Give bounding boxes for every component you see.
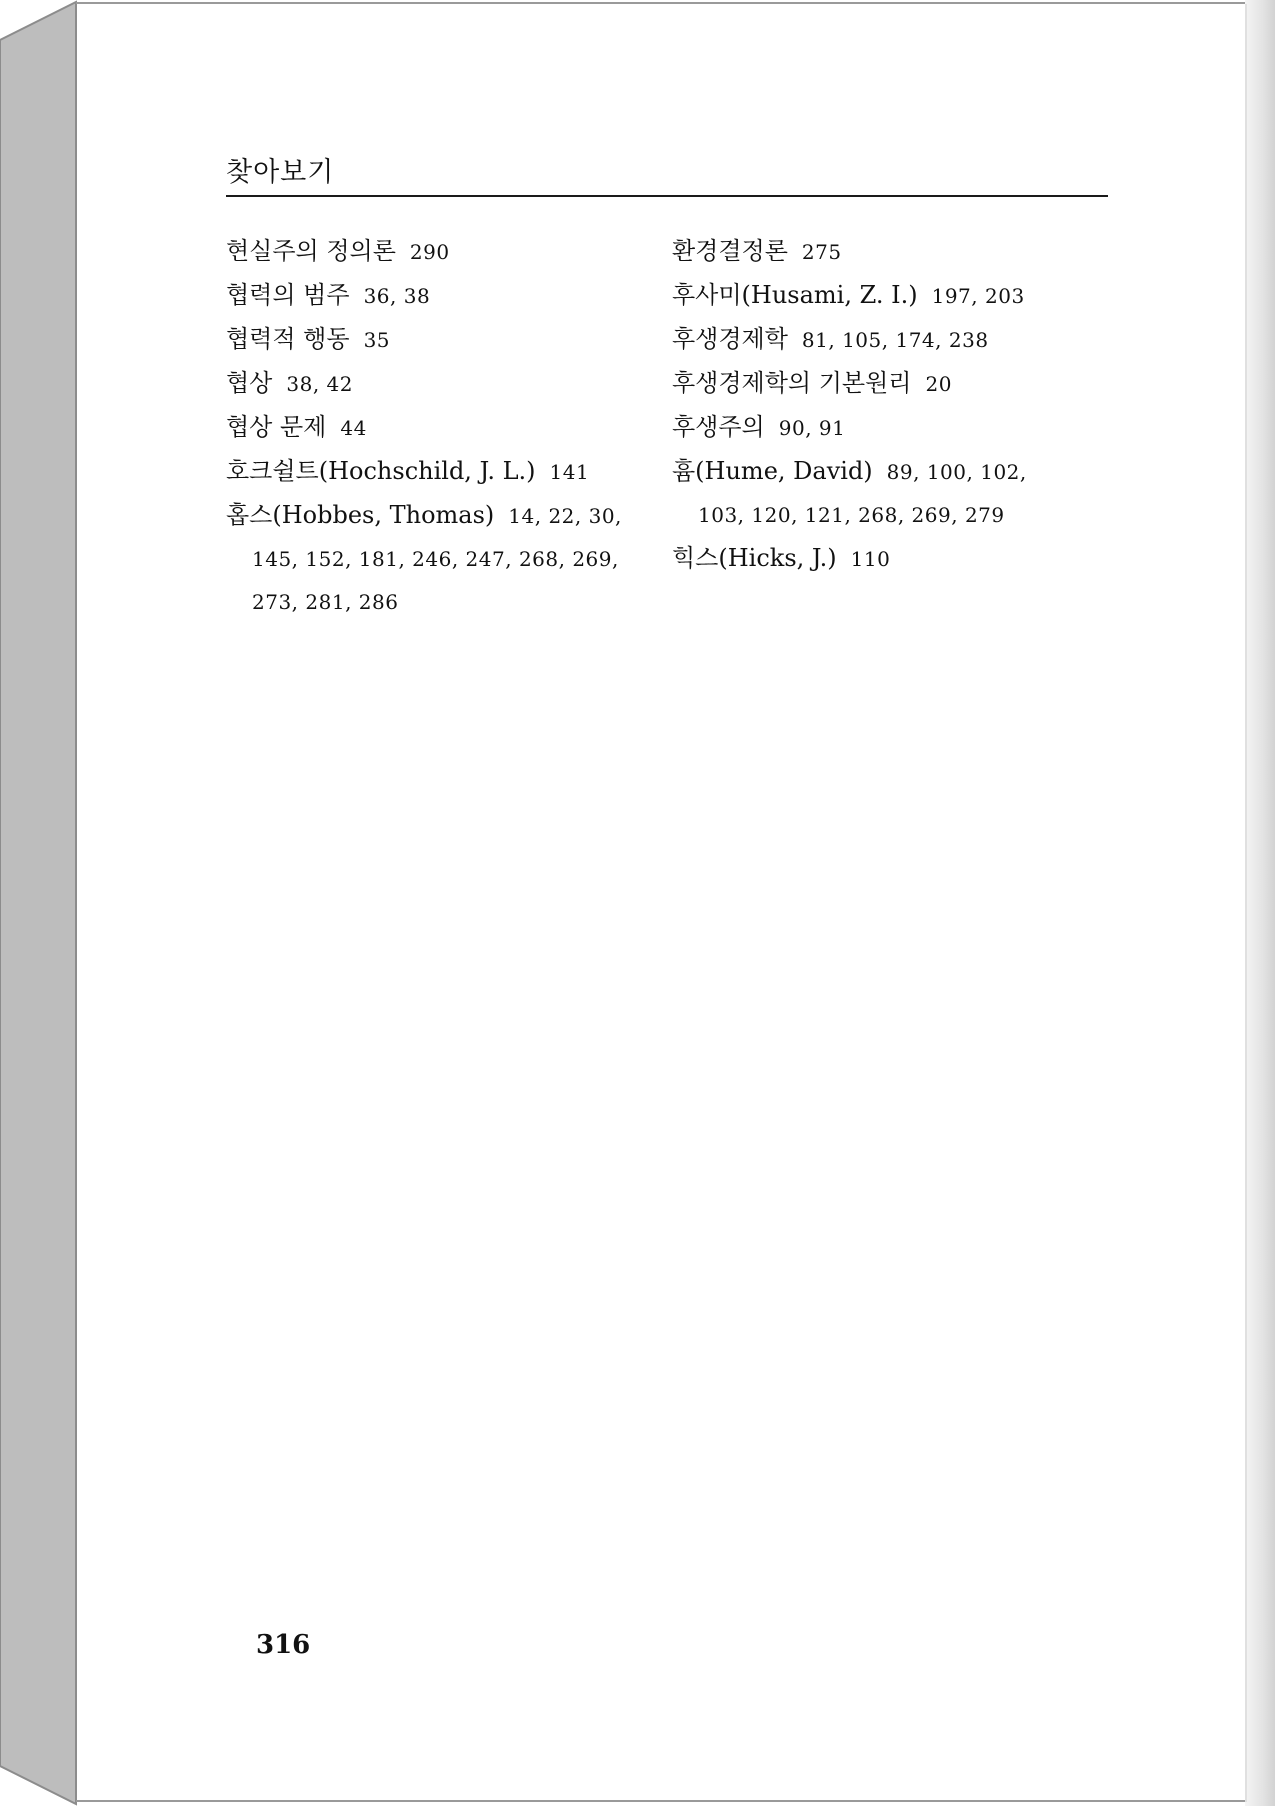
index-pages: 36, 38 (363, 284, 431, 308)
index-pages-continued: 145, 152, 181, 246, 247, 268, 269, (252, 547, 619, 571)
page-edge-line (1245, 4, 1247, 1802)
title-rule (226, 195, 1108, 197)
index-pages: 275 (801, 240, 842, 264)
index-entry (672, 230, 1112, 274)
index-pages: 81, 105, 174, 238 (801, 328, 989, 352)
index-term: 협상 문제 (226, 413, 327, 441)
index-term: 후생경제학의 기본원리 (672, 369, 912, 397)
index-pages-continued: 273, 281, 286 (252, 590, 399, 614)
index-pages: 35 (363, 328, 391, 352)
index-entry (672, 362, 1112, 406)
page-title: 찾아보기 (226, 157, 335, 188)
index-term: 협력의 범주 (226, 281, 350, 309)
index-term: 협상 (226, 369, 273, 397)
index-entry (672, 537, 1112, 581)
index-pages: 141 (549, 460, 590, 484)
index-term: 후생주의 (672, 413, 765, 441)
index-term: 흄(Hume, David) (672, 457, 873, 485)
index-entry (226, 230, 666, 274)
index-term: 호크쉴트(Hochschild, J. L.) (226, 457, 536, 485)
index-term: 협력적 행동 (226, 325, 350, 353)
index-column-left (226, 230, 666, 624)
index-pages: 110 (850, 547, 891, 571)
index-term: 후생경제학 (672, 325, 788, 353)
index-column-right (672, 230, 1112, 581)
index-term: 후사미(Husami, Z. I.) (672, 281, 918, 309)
index-pages: 290 (409, 240, 450, 264)
index-pages: 197, 203 (931, 284, 1025, 308)
index-pages: 89, 100, 102, (886, 460, 1027, 484)
index-entry (672, 406, 1112, 450)
index-term: 환경결정론 (672, 237, 788, 265)
page-edge (1245, 0, 1275, 1806)
index-entry (226, 406, 666, 450)
page-number: 316 (256, 1630, 311, 1660)
index-entry (672, 318, 1112, 362)
index-entry (226, 494, 666, 538)
index-term: 현실주의 정의론 (226, 237, 396, 265)
index-pages-continued: 103, 120, 121, 268, 269, 279 (698, 503, 1005, 527)
index-pages: 90, 91 (778, 416, 846, 440)
index-pages: 38, 42 (286, 372, 353, 396)
index-entry (226, 362, 666, 406)
index-entry (672, 450, 1112, 494)
index-pages: 14, 22, 30, (508, 504, 622, 528)
index-entry (226, 274, 666, 318)
index-entry (226, 450, 666, 494)
index-pages: 44 (340, 416, 367, 440)
index-term: 힉스(Hicks, J.) (672, 544, 837, 572)
index-pages: 20 (925, 372, 952, 396)
book-spine (0, 0, 78, 1806)
index-entry (226, 318, 666, 362)
index-entry (672, 274, 1112, 318)
index-term: 홉스(Hobbes, Thomas) (226, 501, 495, 529)
